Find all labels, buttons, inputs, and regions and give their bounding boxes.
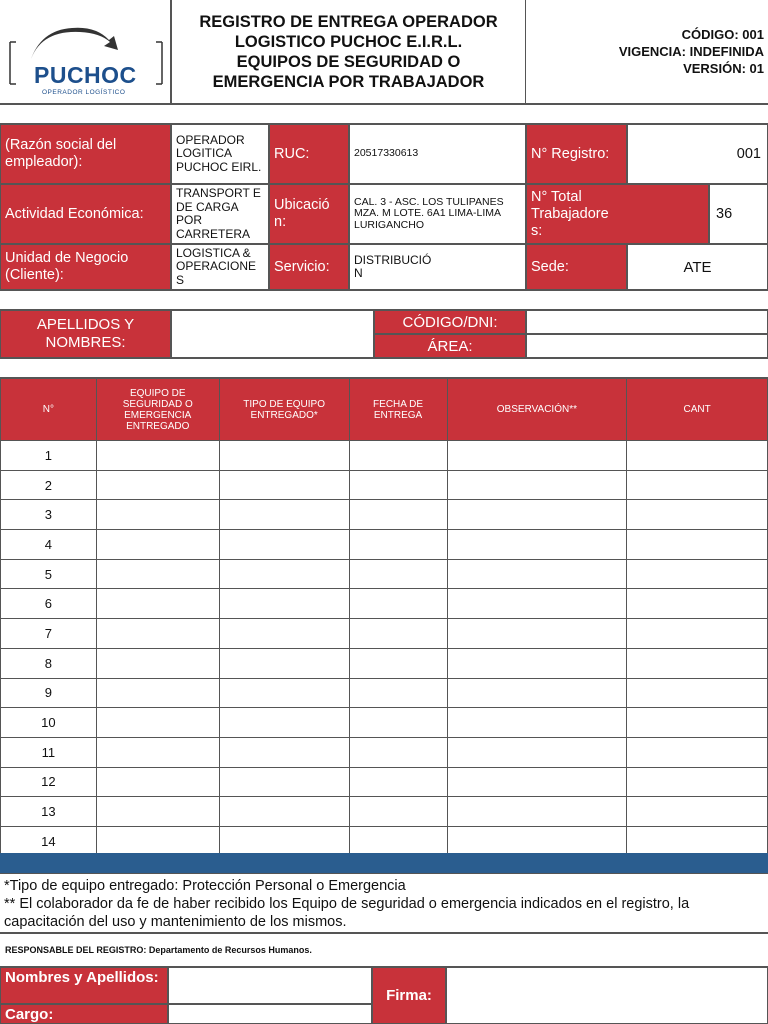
codigo-dni-label: CÓDIGO/DNI: [374,310,526,334]
cargo-label: Cargo: [0,1004,168,1024]
row-tipo[interactable] [219,826,349,856]
row-equipo[interactable] [96,441,219,471]
table-header-row [1,379,768,441]
total-trabajadores-label [526,184,709,244]
notes-box [0,873,768,933]
row-fecha[interactable] [349,500,447,530]
logo-subtitle: OPERADOR LOGÍSTICO [42,89,126,96]
logo [0,0,171,104]
column-header-equipo: EQUIPO DE SEGURIDAD O EMERGENCIA ENTREGADO [96,379,219,441]
row-equipo[interactable] [96,708,219,738]
column-header-cant: CANT [627,379,768,441]
table-row [1,470,768,500]
row-equipo[interactable] [96,500,219,530]
table-row [1,589,768,619]
row-tipo[interactable] [219,737,349,767]
note-colaborador: ** El colaborador da fe de haber recibido los Equipo de seguridad o emergencia indicados en el registro, la capacitación del uso y mantenimiento de los mismos. [4,896,690,930]
row-cant[interactable] [627,737,768,767]
actividad-value: TRANSPORT E DE CARGA POR CARRETERA [171,184,269,244]
row-observacion[interactable] [447,797,627,827]
row-observacion[interactable] [447,708,627,738]
row-number: 1 [1,441,97,471]
document-code: CÓDIGO: 001 [681,27,764,42]
table-row [1,559,768,589]
row-fecha[interactable] [349,678,447,708]
ubicacion-label: Ubicació n: [269,184,349,244]
table-row [1,826,768,856]
row-fecha[interactable] [349,619,447,649]
table-row [1,441,768,471]
column-header-fecha: FECHA DE ENTREGA [349,379,447,441]
items-body [1,441,768,857]
row-cant[interactable] [627,678,768,708]
row-cant[interactable] [627,500,768,530]
row-equipo[interactable] [96,826,219,856]
document-version: VERSIÓN: 01 [683,61,764,76]
razon-social-value: OPERADOR LOGITICA PUCHOC EIRL. [171,124,269,184]
row-number: 5 [1,559,97,589]
cargo-field[interactable] [168,1004,372,1024]
table-row [1,797,768,827]
responsable-row [0,933,768,967]
registro-value: 001 [627,124,768,184]
row-fecha[interactable] [349,441,447,471]
firma-label: Firma: [372,967,446,1024]
total-trabajadores-value: 36 [709,184,768,244]
row-cant[interactable] [627,797,768,827]
total-trabajadores-label-text: N° Total Trabajadore s: [531,188,609,239]
spacer-row-2 [0,290,768,310]
responsable-text: RESPONSABLE DEL REGISTRO: Departamento de Recursos Humanos. [5,945,312,955]
row-fecha[interactable] [349,589,447,619]
codigo-dni-field[interactable] [526,310,768,334]
row-tipo[interactable] [219,500,349,530]
row-tipo[interactable] [219,708,349,738]
row-observacion[interactable] [447,441,627,471]
ruc-value: 20517330613 [349,124,526,184]
row-cant[interactable] [627,767,768,797]
area-field[interactable] [526,334,768,358]
row-equipo[interactable] [96,678,219,708]
unidad-negocio-label: Unidad de Negocio (Cliente): [0,244,171,290]
row-cant[interactable] [627,589,768,619]
row-cant[interactable] [627,441,768,471]
apellidos-field[interactable] [171,310,374,358]
table-row [1,530,768,560]
row-cant[interactable] [627,530,768,560]
spacer-row-3 [0,358,768,378]
registro-label: N° Registro: [526,124,627,184]
row-fecha[interactable] [349,559,447,589]
row-equipo[interactable] [96,619,219,649]
spacer-row [0,104,768,124]
nombres-apellidos-label: Nombres y Apellidos: [0,967,168,1004]
table-row [1,708,768,738]
row-tipo[interactable] [219,648,349,678]
row-number: 3 [1,500,97,530]
row-number: 2 [1,470,97,500]
row-tipo[interactable] [219,767,349,797]
unidad-negocio-value: LOGISTICA & OPERACIONE S [171,244,269,290]
table-row [1,619,768,649]
table-row [1,737,768,767]
nombres-apellidos-field[interactable] [168,967,372,1004]
row-equipo[interactable] [96,470,219,500]
section-divider [0,853,768,873]
row-observacion[interactable] [447,767,627,797]
column-header-tipo: TIPO DE EQUIPO ENTREGADO* [219,379,349,441]
row-cant[interactable] [627,648,768,678]
note-tipo-equipo: *Tipo de equipo entregado: Protección Personal o Emergencia [4,878,406,894]
row-number: 12 [1,767,97,797]
table-row [1,648,768,678]
row-fecha[interactable] [349,797,447,827]
title-line-1: REGISTRO DE ENTREGA OPERADOR [199,12,498,31]
actividad-label: Actividad Económica: [0,184,171,244]
row-observacion[interactable] [447,470,627,500]
row-tipo[interactable] [219,530,349,560]
row-number: 11 [1,737,97,767]
table-row [1,678,768,708]
row-number: 10 [1,708,97,738]
row-tipo[interactable] [219,559,349,589]
row-cant[interactable] [627,619,768,649]
document-title [171,0,526,104]
row-fecha[interactable] [349,470,447,500]
servicio-label: Servicio: [269,244,349,290]
row-observacion[interactable] [447,648,627,678]
row-cant[interactable] [627,470,768,500]
row-tipo[interactable] [219,797,349,827]
row-fecha[interactable] [349,530,447,560]
row-number: 4 [1,530,97,560]
column-header-number: N° [1,379,97,441]
row-tipo[interactable] [219,470,349,500]
row-cant[interactable] [627,826,768,856]
row-cant[interactable] [627,708,768,738]
row-number: 14 [1,826,97,856]
document-validity: VIGENCIA: INDEFINIDA [618,44,764,59]
row-fecha[interactable] [349,648,447,678]
title-line-4: EMERGENCIA POR TRABAJADOR [212,72,485,91]
row-equipo[interactable] [96,767,219,797]
row-observacion[interactable] [447,589,627,619]
row-fecha[interactable] [349,826,447,856]
table-row [1,767,768,797]
document-header [0,0,768,104]
title-line-2: LOGISTICO PUCHOC E.I.R.L. [234,32,463,51]
row-observacion[interactable] [447,737,627,767]
row-number: 9 [1,678,97,708]
items-table [0,378,768,857]
row-equipo[interactable] [96,589,219,619]
row-fecha[interactable] [349,767,447,797]
row-equipo[interactable] [96,530,219,560]
row-equipo[interactable] [96,559,219,589]
document-code-box [526,0,768,104]
row-observacion[interactable] [447,619,627,649]
logo-text: PUCHOC [34,62,137,88]
row-equipo[interactable] [96,797,219,827]
row-observacion[interactable] [447,530,627,560]
area-label: ÁREA: [374,334,526,358]
row-equipo[interactable] [96,648,219,678]
row-number: 6 [1,589,97,619]
row-observacion[interactable] [447,500,627,530]
row-number: 7 [1,619,97,649]
razon-social-label: (Razón social del empleador): [0,124,171,184]
row-observacion[interactable] [447,678,627,708]
row-tipo[interactable] [219,619,349,649]
ruc-label: RUC: [269,124,349,184]
row-fecha[interactable] [349,737,447,767]
sede-value: ATE [627,244,768,290]
row-cant[interactable] [627,559,768,589]
row-equipo[interactable] [96,737,219,767]
row-observacion[interactable] [447,559,627,589]
ubicacion-value: CAL. 3 - ASC. LOS TULIPANES MZA. M LOTE. 6A1 LIMA-LIMA LURIGANCHO [349,184,526,244]
column-header-observacion: OBSERVACIÓN** [447,379,627,441]
row-tipo[interactable] [219,589,349,619]
servicio-value-text: DISTRIBUCIÓ N [354,252,432,280]
row-fecha[interactable] [349,708,447,738]
table-row [1,500,768,530]
apellidos-label: APELLIDOS Y NOMBRES: [0,310,171,358]
row-number: 13 [1,797,97,827]
row-tipo[interactable] [219,678,349,708]
title-line-3: EQUIPOS DE SEGURIDAD O [236,52,461,71]
servicio-value [349,244,526,290]
row-tipo[interactable] [219,441,349,471]
row-number: 8 [1,648,97,678]
row-observacion[interactable] [447,826,627,856]
firma-field[interactable] [446,967,768,1024]
sede-label: Sede: [526,244,627,290]
